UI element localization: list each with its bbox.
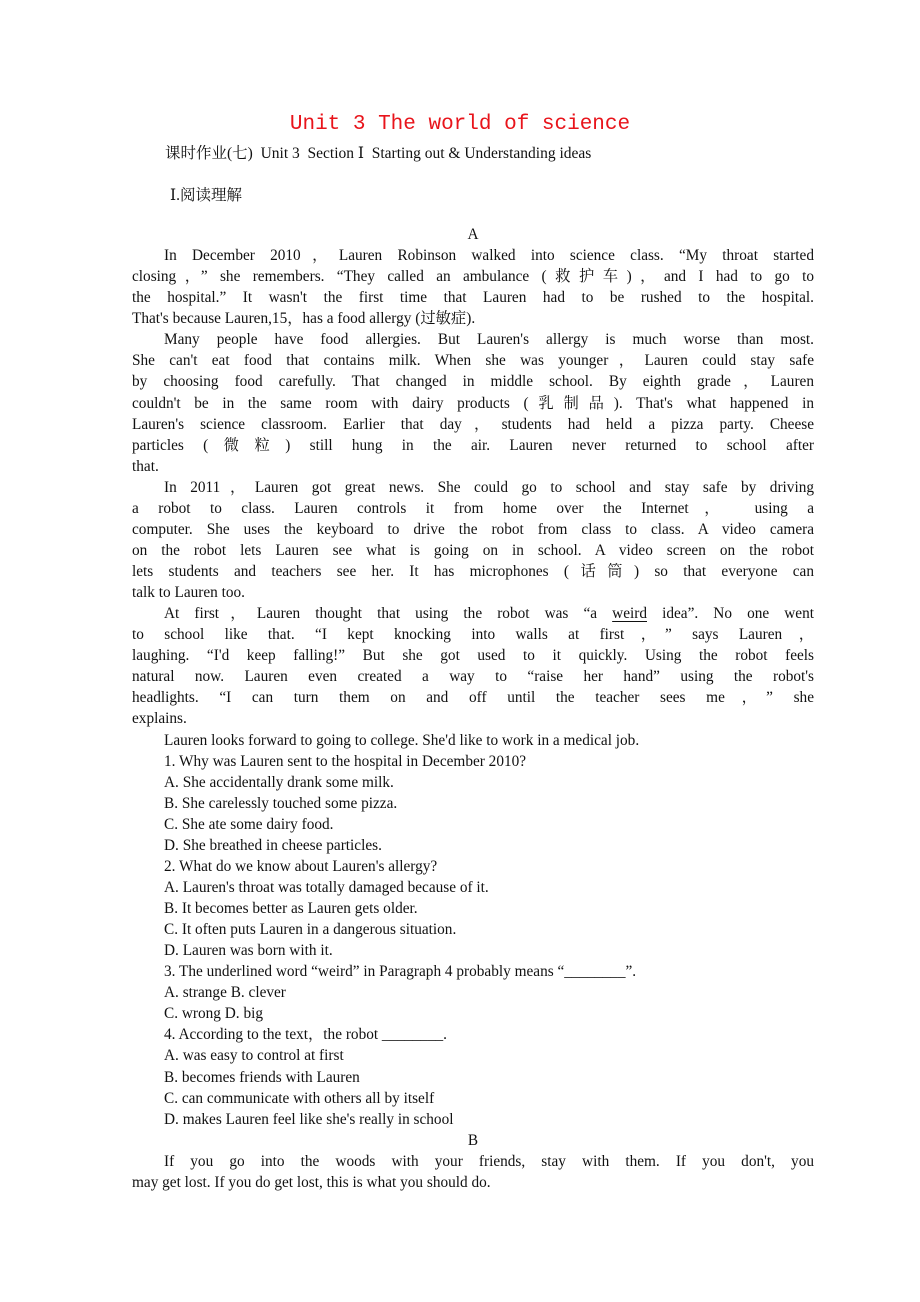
answer-option: A. was easy to control at first xyxy=(164,1047,344,1065)
paragraph-line: particles (微粒) still hung in the air. Lauren never returned to school after xyxy=(132,436,814,454)
document-title: Unit 3 The world of science xyxy=(289,113,631,136)
paragraph-line: In 2011，Lauren got great news. She could go to school and stay safe by driving xyxy=(164,478,814,496)
paragraph-line: Lauren's science classroom. Earlier that day，students had held a pizza party. Cheese xyxy=(132,415,814,433)
paragraph-line: couldn't be in the same room with dairy products (乳制品). That's what happened in xyxy=(132,394,814,412)
document-subtitle: 课时作业(七) Unit 3 Section Ⅰ Starting out & Understanding ideas xyxy=(165,145,592,162)
paragraph xyxy=(132,1151,814,1193)
paragraph-line: talk to Lauren too. xyxy=(132,584,245,602)
answer-option: B. becomes friends with Lauren xyxy=(164,1068,360,1086)
question-stem: 2. What do we know about Lauren's allergy? xyxy=(164,857,438,875)
paragraph-line: computer. She uses the keyboard to drive the robot from class to class. A video camera xyxy=(132,520,814,538)
answer-option: B. She carelessly touched some pizza. xyxy=(164,794,398,812)
answer-option: B. It becomes better as Lauren gets older. xyxy=(164,900,418,917)
paragraph-line: a robot to class. Lauren controls it from home over the Internet， using a xyxy=(132,499,814,517)
answer-option: C. She ate some dairy food. xyxy=(164,815,334,833)
paragraph-line: the hospital.” It wasn't the first time that Lauren had to be rushed to the hospital. xyxy=(132,289,814,307)
paragraph-line: explains. xyxy=(132,710,187,728)
answer-option: D. makes Lauren feel like she's really in school xyxy=(164,1110,454,1128)
paragraph-line: headlights. “I can turn them on and off until the teacher sees me，” she xyxy=(132,689,814,707)
paragraph-line: In December 2010，Lauren Robinson walked into science class. “My throat started xyxy=(164,247,814,265)
paragraph-line: Many people have food allergies. But Lauren's allergy is much worse than most. xyxy=(164,331,814,349)
answer-option: D. Lauren was born with it. xyxy=(164,942,333,960)
paragraph xyxy=(132,624,814,729)
paragraph xyxy=(132,245,814,329)
paragraph-line: Lauren looks forward to going to college. She'd like to work in a medical job. xyxy=(164,731,640,749)
paragraph-line: on the robot lets Lauren see what is going on in school. A video screen on the robot xyxy=(132,541,814,559)
question-stem: 4. According to the text，the robot ________. xyxy=(164,1026,447,1044)
paragraph-line: She can't eat food that contains milk. When she was younger，Lauren could stay safe xyxy=(132,352,814,370)
paragraph-line: If you go into the woods with your friends, stay with them. If you don't, you xyxy=(164,1152,814,1170)
paragraph-line: may get lost. If you do get lost, this is what you should do. xyxy=(132,1173,491,1191)
section-heading: Ⅰ.阅读理解 xyxy=(170,187,242,204)
answer-option: A. Lauren's throat was totally damaged because of it. xyxy=(164,878,489,896)
paragraph xyxy=(132,329,814,476)
answer-option: C. can communicate with others all by itself xyxy=(164,1089,435,1107)
document-body xyxy=(132,224,814,1193)
question-list xyxy=(132,751,814,1130)
paragraph xyxy=(132,477,814,603)
answer-option: D. She breathed in cheese particles. xyxy=(164,836,382,854)
passage-label: A xyxy=(467,226,479,243)
paragraph-line: lets students and teachers see her. It has microphones (话筒) so that everyone can xyxy=(132,563,814,580)
paragraph-line: closing，” she remembers. “They called an ambulance (救护车)，and I had to go to xyxy=(132,268,814,286)
answer-option: C. wrong D. big xyxy=(164,1005,264,1023)
question-stem: 3. The underlined word “weird” in Paragraph 4 probably means “________”. xyxy=(164,963,637,981)
answer-option: A. She accidentally drank some milk. xyxy=(164,773,394,791)
paragraph-line: by choosing food carefully. That changed in middle school. By eighth grade，Lauren xyxy=(132,373,814,391)
passage-label: B xyxy=(467,1131,479,1149)
paragraph-line: laughing. “I'd keep falling!” But she got used to it quickly. Using the robot feels xyxy=(132,647,814,665)
underlined-word: weird xyxy=(612,605,647,623)
paragraph-line: That's because Lauren,15，has a food allergy (过敏症). xyxy=(132,310,476,328)
question-stem: 1. Why was Lauren sent to the hospital in December 2010? xyxy=(164,752,527,770)
answer-option: C. It often puts Lauren in a dangerous situation. xyxy=(164,921,457,939)
paragraph-line: natural now. Lauren even created a way to “raise her hand” using the robot's xyxy=(132,668,814,686)
paragraph-line: that. xyxy=(132,457,159,475)
answer-option: A. strange B. clever xyxy=(164,984,286,1002)
paragraph-line: to school like that. “I kept knocking into walls at first，” says Lauren， xyxy=(132,626,814,644)
paragraph-line: At first，Lauren thought that using the robot was “a weird idea”. No one went xyxy=(164,605,814,623)
